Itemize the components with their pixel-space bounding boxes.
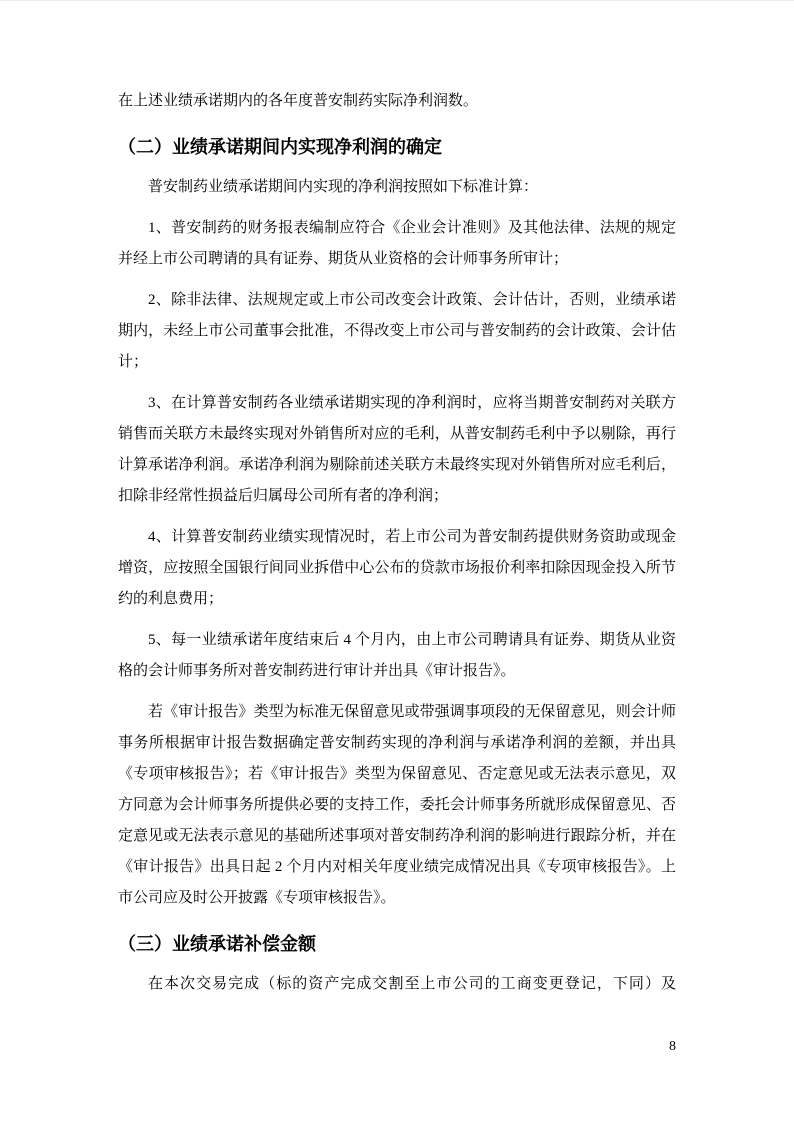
body-paragraph-item-2: 2、除非法律、法规规定或上市公司改变会计政策、会计估计，否则，业绩承诺期内，未经上市公司董事会批准，不得改变上市公司与普安制药的会计政策、会计估计； xyxy=(118,292,676,370)
body-paragraph-audit-report: 若《审计报告》类型为标准无保留意见或带强调事项段的无保留意见，则会计师事务所根据审计报告数据确定普安制药实现的净利润与承诺净利润的差额，并出具《专项审核报告》；若《审计报告》类型为保留意见、否定意见或无法表示意见，双方同意为会计师事务所提供必要的支持工作，委托会计师事务所就形成保留意见、否定意见或无法表示意见的基础所述事项对普安制药净利润的影响进行跟踪分析，并在《审计报告》出具日起 2 个月内对相关年度业绩完成情况出具《专项审核报告》。上市公司应及时公开披露《专项审核报告》。 xyxy=(118,704,676,906)
document-body xyxy=(118,86,676,1010)
body-paragraph-item-3: 3、在计算普安制药各业绩承诺期实现的净利润时，应将当期普安制药对关联方销售而关联方未最终实现对外销售所对应的毛利，从普安制药毛利中予以剔除，再行计算承诺净利润。承诺净利润为剔除前述关联方未最终实现对外销售所对应毛利后，扣除非经常性损益后归属母公司所有者的净利润； xyxy=(118,395,676,504)
body-paragraph-item-5: 5、每一业绩承诺年度结束后 4 个月内，由上市公司聘请具有证券、期货从业资格的会计师事务所对普安制药进行审计并出具《审计报告》。 xyxy=(118,632,676,679)
body-paragraph-transaction: 在本次交易完成（标的资产完成交割至上市公司的工商变更登记，下同）及 xyxy=(148,976,676,992)
page-number: 8 xyxy=(669,1039,676,1054)
body-paragraph-continuation: 在上述业绩承诺期内的各年度普安制药实际净利润数。 xyxy=(118,93,479,109)
body-paragraph-intro: 普安制药业绩承诺期间内实现的净利润按照如下标准计算： xyxy=(148,179,539,195)
body-paragraph-item-4: 4、计算普安制药业绩实现情况时，若上市公司为普安制药提供财务资助或现金增资，应按照全国银行间同业拆借中心公布的贷款市场报价利率扣除因现金投入所节约的利息费用； xyxy=(118,529,676,607)
body-paragraph-item-1: 1、普安制药的财务报表编制应符合《企业会计准则》及其他法律、法规的规定并经上市公司聘请的具有证券、期货从业资格的会计师事务所审计； xyxy=(118,220,676,267)
section-heading-3: （三）业绩承诺补偿金额 xyxy=(118,934,316,954)
section-heading-2: （二）业绩承诺期间内实现净利润的确定 xyxy=(118,137,442,157)
